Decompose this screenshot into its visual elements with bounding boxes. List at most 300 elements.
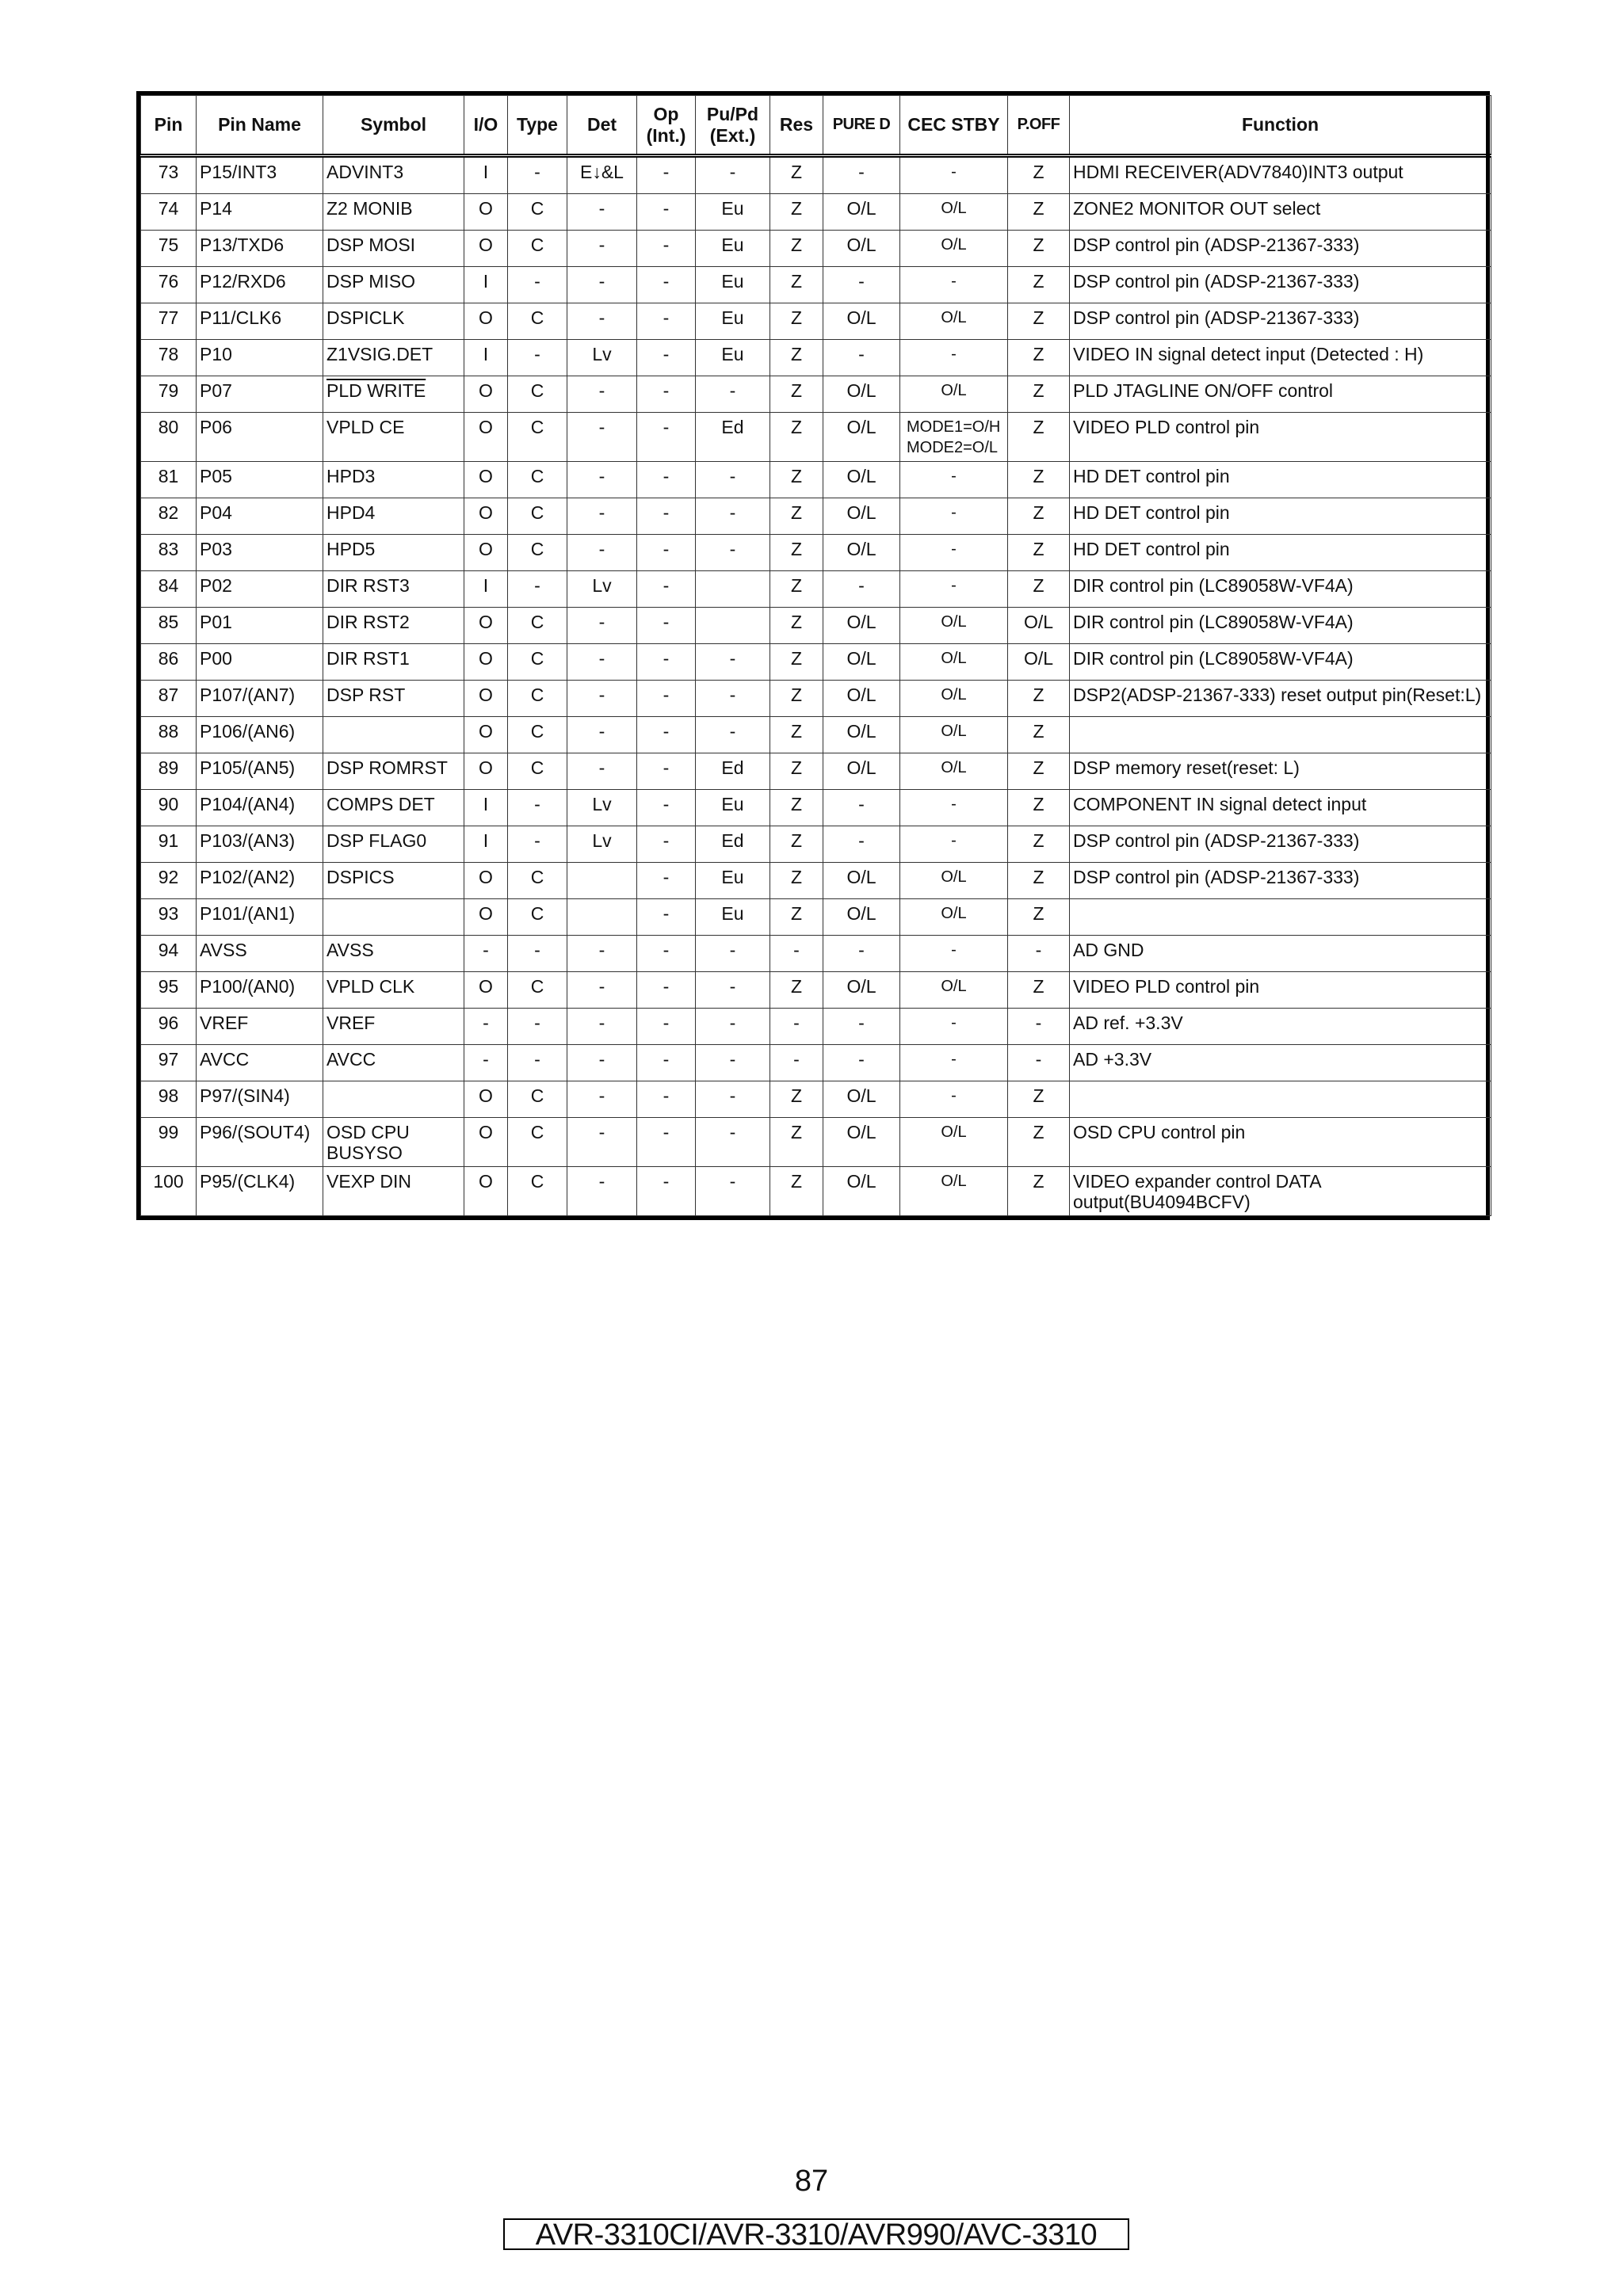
cell-function: VIDEO expander control DATA output(BU4094BCFV) — [1070, 1167, 1491, 1216]
cell-cec-stby: - — [900, 535, 1008, 571]
table-row — [141, 1009, 1491, 1045]
cell-cec-stby: O/L — [900, 1118, 1008, 1167]
table-header-row — [141, 96, 1491, 156]
cell-res: Z — [770, 535, 823, 571]
cell-pupd: Ed — [696, 826, 770, 863]
cell-pin: 82 — [141, 498, 197, 535]
cell-cec-stby: - — [900, 340, 1008, 376]
cell-det: - — [567, 413, 637, 462]
cell-io: O — [464, 899, 508, 936]
cell-type: C — [508, 972, 567, 1009]
cell-det — [567, 899, 637, 936]
table-row — [141, 1045, 1491, 1081]
cell-det: - — [567, 608, 637, 644]
cell-cec-stby: O/L — [900, 681, 1008, 717]
cell-op: - — [637, 194, 696, 231]
cell-pin: 93 — [141, 899, 197, 936]
cell-power-off: Z — [1008, 156, 1070, 194]
cell-pin-name: P05 — [197, 462, 323, 498]
cell-function: DIR control pin (LC89058W-VF4A) — [1070, 571, 1491, 608]
cell-res: - — [770, 1045, 823, 1081]
table-body — [141, 156, 1491, 1216]
cell-io: O — [464, 303, 508, 340]
cell-function: DSP control pin (ADSP-21367-333) — [1070, 303, 1491, 340]
cell-res: Z — [770, 413, 823, 462]
cell-io: O — [464, 498, 508, 535]
cell-det: - — [567, 231, 637, 267]
cell-pin-name: P106/(AN6) — [197, 717, 323, 753]
cell-res: Z — [770, 863, 823, 899]
cell-res: Z — [770, 267, 823, 303]
table-row — [141, 303, 1491, 340]
cell-cec-stby: O/L — [900, 376, 1008, 413]
cell-symbol: VPLD CLK — [323, 972, 464, 1009]
cell-power-off: Z — [1008, 267, 1070, 303]
cell-function: HD DET control pin — [1070, 535, 1491, 571]
cell-type: C — [508, 1118, 567, 1167]
cell-power-off: Z — [1008, 340, 1070, 376]
cell-pupd: - — [696, 1009, 770, 1045]
cell-io: O — [464, 231, 508, 267]
cell-symbol: HPD5 — [323, 535, 464, 571]
cell-pupd: Eu — [696, 303, 770, 340]
cell-res: Z — [770, 1167, 823, 1216]
cell-symbol: OSD CPU BUSYSO — [323, 1118, 464, 1167]
cell-pupd — [696, 571, 770, 608]
cell-type: C — [508, 498, 567, 535]
cell-op: - — [637, 681, 696, 717]
cell-pure-d: - — [823, 1045, 900, 1081]
cell-symbol: DSPICLK — [323, 303, 464, 340]
cell-power-off: - — [1008, 936, 1070, 972]
cell-op: - — [637, 899, 696, 936]
cell-cec-stby: O/L — [900, 608, 1008, 644]
cell-function: VIDEO PLD control pin — [1070, 972, 1491, 1009]
cell-op: - — [637, 972, 696, 1009]
cell-function: PLD JTAGLINE ON/OFF control — [1070, 376, 1491, 413]
cell-pin: 94 — [141, 936, 197, 972]
cell-pin: 88 — [141, 717, 197, 753]
cell-pin-name: P07 — [197, 376, 323, 413]
cell-pin-name: AVSS — [197, 936, 323, 972]
cell-pupd: Eu — [696, 231, 770, 267]
cell-io: I — [464, 790, 508, 826]
cell-pin: 74 — [141, 194, 197, 231]
cell-res: Z — [770, 1081, 823, 1118]
cell-function: AD +3.3V — [1070, 1045, 1491, 1081]
cell-function: AD ref. +3.3V — [1070, 1009, 1491, 1045]
cell-op: - — [637, 1118, 696, 1167]
cell-type: C — [508, 376, 567, 413]
cell-power-off: Z — [1008, 717, 1070, 753]
header-det: Det — [567, 96, 637, 156]
cell-power-off: Z — [1008, 790, 1070, 826]
cell-power-off: Z — [1008, 1118, 1070, 1167]
header-op: Op (Int.) — [637, 96, 696, 156]
cell-det: - — [567, 194, 637, 231]
cell-pin-name: P14 — [197, 194, 323, 231]
cell-res: Z — [770, 644, 823, 681]
cell-symbol: HPD3 — [323, 462, 464, 498]
cell-type: - — [508, 1009, 567, 1045]
cell-pin: 77 — [141, 303, 197, 340]
cell-power-off: Z — [1008, 681, 1070, 717]
cell-res: Z — [770, 462, 823, 498]
table-row — [141, 826, 1491, 863]
cell-op: - — [637, 535, 696, 571]
cell-type: - — [508, 267, 567, 303]
cell-pin: 86 — [141, 644, 197, 681]
cell-power-off: Z — [1008, 194, 1070, 231]
cell-cec-stby: O/L — [900, 1167, 1008, 1216]
cell-power-off: Z — [1008, 498, 1070, 535]
cell-function: VIDEO PLD control pin — [1070, 413, 1491, 462]
header-cec-stby: CEC STBY — [900, 96, 1008, 156]
cell-io: O — [464, 753, 508, 790]
cell-type: C — [508, 717, 567, 753]
cell-symbol: COMPS DET — [323, 790, 464, 826]
table-row — [141, 936, 1491, 972]
pin-function-table — [140, 95, 1491, 1216]
cell-symbol: AVSS — [323, 936, 464, 972]
cell-pin: 87 — [141, 681, 197, 717]
cell-symbol: ADVINT3 — [323, 156, 464, 194]
cell-type: C — [508, 608, 567, 644]
cell-res: Z — [770, 194, 823, 231]
cell-type: C — [508, 863, 567, 899]
cell-cec-stby: O/L — [900, 717, 1008, 753]
cell-cec-stby: - — [900, 1009, 1008, 1045]
cell-function: DSP control pin (ADSP-21367-333) — [1070, 267, 1491, 303]
table-row — [141, 462, 1491, 498]
header-symbol: Symbol — [323, 96, 464, 156]
cell-pin-name: P03 — [197, 535, 323, 571]
cell-res: Z — [770, 1118, 823, 1167]
cell-det: - — [567, 498, 637, 535]
pin-table-frame — [136, 91, 1490, 1220]
cell-det: - — [567, 1118, 637, 1167]
table-row — [141, 899, 1491, 936]
cell-pin: 98 — [141, 1081, 197, 1118]
cell-det: - — [567, 1081, 637, 1118]
table-row — [141, 790, 1491, 826]
cell-op: - — [637, 717, 696, 753]
cell-symbol: DSP MISO — [323, 267, 464, 303]
cell-pin: 81 — [141, 462, 197, 498]
cell-power-off: Z — [1008, 376, 1070, 413]
cell-cec-stby: - — [900, 826, 1008, 863]
cell-op: - — [637, 1167, 696, 1216]
cell-det: - — [567, 462, 637, 498]
cell-op: - — [637, 863, 696, 899]
cell-cec-stby: O/L — [900, 231, 1008, 267]
cell-function: OSD CPU control pin — [1070, 1118, 1491, 1167]
cell-type: C — [508, 753, 567, 790]
table-row — [141, 194, 1491, 231]
cell-det: Lv — [567, 790, 637, 826]
model-name-box: AVR-3310CI/AVR-3310/AVR990/AVC-3310 — [503, 2218, 1129, 2250]
cell-cec-stby: O/L — [900, 863, 1008, 899]
cell-pure-d: - — [823, 1009, 900, 1045]
cell-pin: 79 — [141, 376, 197, 413]
cell-power-off: - — [1008, 1045, 1070, 1081]
table-row — [141, 644, 1491, 681]
cell-det: - — [567, 303, 637, 340]
table-row — [141, 1081, 1491, 1118]
cell-symbol: DSP MOSI — [323, 231, 464, 267]
table-row — [141, 156, 1491, 194]
cell-res: Z — [770, 376, 823, 413]
table-row — [141, 498, 1491, 535]
cell-pupd: - — [696, 498, 770, 535]
cell-pin-name: P96/(SOUT4) — [197, 1118, 323, 1167]
cell-pupd: - — [696, 535, 770, 571]
cell-pin-name: P06 — [197, 413, 323, 462]
cell-pure-d: O/L — [823, 1167, 900, 1216]
cell-pure-d: - — [823, 340, 900, 376]
cell-function — [1070, 899, 1491, 936]
cell-type: - — [508, 826, 567, 863]
cell-cec-stby: - — [900, 498, 1008, 535]
cell-det: - — [567, 535, 637, 571]
cell-pin: 76 — [141, 267, 197, 303]
cell-op: - — [637, 498, 696, 535]
cell-symbol: DIR RST3 — [323, 571, 464, 608]
cell-pupd: Ed — [696, 753, 770, 790]
cell-op: - — [637, 1009, 696, 1045]
page-number: 87 — [794, 2164, 829, 2198]
cell-pupd: - — [696, 717, 770, 753]
cell-pin-name: P105/(AN5) — [197, 753, 323, 790]
table-row — [141, 571, 1491, 608]
cell-symbol: DSPICS — [323, 863, 464, 899]
cell-pure-d: O/L — [823, 462, 900, 498]
cell-pupd: - — [696, 936, 770, 972]
cell-op: - — [637, 303, 696, 340]
cell-cec-stby: O/L — [900, 644, 1008, 681]
cell-io: O — [464, 681, 508, 717]
cell-io: I — [464, 340, 508, 376]
cell-io: O — [464, 462, 508, 498]
cell-pure-d: - — [823, 571, 900, 608]
cell-res: Z — [770, 303, 823, 340]
header-pin-name: Pin Name — [197, 96, 323, 156]
cell-pin-name: AVCC — [197, 1045, 323, 1081]
table-row — [141, 413, 1491, 462]
table-row — [141, 1118, 1491, 1167]
cell-cec-stby: - — [900, 156, 1008, 194]
cell-pin-name: VREF — [197, 1009, 323, 1045]
cell-op: - — [637, 231, 696, 267]
cell-pin: 75 — [141, 231, 197, 267]
cell-io: I — [464, 267, 508, 303]
cell-type: - — [508, 156, 567, 194]
cell-pupd: Eu — [696, 340, 770, 376]
cell-io: O — [464, 644, 508, 681]
cell-pin-name: P107/(AN7) — [197, 681, 323, 717]
cell-res: Z — [770, 899, 823, 936]
cell-function: DSP control pin (ADSP-21367-333) — [1070, 863, 1491, 899]
cell-type: C — [508, 194, 567, 231]
cell-pupd: - — [696, 1118, 770, 1167]
cell-det: - — [567, 1045, 637, 1081]
cell-pupd — [696, 608, 770, 644]
cell-pin-name: P00 — [197, 644, 323, 681]
cell-res: Z — [770, 681, 823, 717]
cell-power-off: O/L — [1008, 644, 1070, 681]
cell-det: - — [567, 644, 637, 681]
cell-pin-name: P104/(AN4) — [197, 790, 323, 826]
cell-res: Z — [770, 717, 823, 753]
cell-function — [1070, 1081, 1491, 1118]
cell-symbol: Z1VSIG.DET — [323, 340, 464, 376]
cell-io: O — [464, 535, 508, 571]
cell-pupd: - — [696, 681, 770, 717]
cell-pupd: Eu — [696, 194, 770, 231]
cell-type: - — [508, 936, 567, 972]
cell-det: - — [567, 753, 637, 790]
cell-type: C — [508, 462, 567, 498]
cell-pin: 91 — [141, 826, 197, 863]
cell-power-off: Z — [1008, 972, 1070, 1009]
cell-res: - — [770, 1009, 823, 1045]
header-type: Type — [508, 96, 567, 156]
cell-res: Z — [770, 571, 823, 608]
cell-symbol: PLD WRITE — [323, 376, 464, 413]
cell-cec-stby: - — [900, 462, 1008, 498]
cell-res: Z — [770, 156, 823, 194]
cell-pin: 97 — [141, 1045, 197, 1081]
cell-symbol: DSP ROMRST — [323, 753, 464, 790]
table-row — [141, 340, 1491, 376]
cell-type: C — [508, 413, 567, 462]
cell-power-off: Z — [1008, 462, 1070, 498]
cell-power-off: Z — [1008, 863, 1070, 899]
cell-power-off: Z — [1008, 826, 1070, 863]
cell-pin-name: P15/INT3 — [197, 156, 323, 194]
cell-cec-stby: - — [900, 936, 1008, 972]
cell-function: DSP control pin (ADSP-21367-333) — [1070, 826, 1491, 863]
cell-type: C — [508, 644, 567, 681]
cell-power-off: Z — [1008, 231, 1070, 267]
cell-pupd: - — [696, 1167, 770, 1216]
cell-pin-name: P101/(AN1) — [197, 899, 323, 936]
cell-op: - — [637, 1045, 696, 1081]
cell-pin-name: P103/(AN3) — [197, 826, 323, 863]
cell-type: C — [508, 535, 567, 571]
cell-type: C — [508, 899, 567, 936]
cell-pure-d: O/L — [823, 194, 900, 231]
cell-symbol: DIR RST1 — [323, 644, 464, 681]
cell-io: I — [464, 571, 508, 608]
cell-pure-d: O/L — [823, 644, 900, 681]
cell-type: - — [508, 571, 567, 608]
cell-cec-stby: O/L — [900, 753, 1008, 790]
cell-op: - — [637, 644, 696, 681]
cell-power-off: Z — [1008, 1081, 1070, 1118]
cell-pin: 85 — [141, 608, 197, 644]
cell-symbol — [323, 1081, 464, 1118]
cell-det: - — [567, 1167, 637, 1216]
cell-io: O — [464, 717, 508, 753]
cell-io: O — [464, 972, 508, 1009]
cell-pure-d: O/L — [823, 608, 900, 644]
cell-io: O — [464, 1118, 508, 1167]
cell-cec-stby: O/L — [900, 972, 1008, 1009]
cell-function: DSP control pin (ADSP-21367-333) — [1070, 231, 1491, 267]
cell-io: O — [464, 863, 508, 899]
cell-symbol — [323, 717, 464, 753]
cell-op: - — [637, 413, 696, 462]
cell-type: - — [508, 1045, 567, 1081]
cell-function: AD GND — [1070, 936, 1491, 972]
cell-pure-d: - — [823, 936, 900, 972]
cell-pupd: - — [696, 972, 770, 1009]
cell-res: Z — [770, 340, 823, 376]
cell-pin: 95 — [141, 972, 197, 1009]
cell-io: - — [464, 936, 508, 972]
cell-op: - — [637, 267, 696, 303]
cell-pupd: - — [696, 462, 770, 498]
cell-cec-stby: - — [900, 267, 1008, 303]
cell-cec-stby: - — [900, 1081, 1008, 1118]
table-row — [141, 608, 1491, 644]
cell-det — [567, 863, 637, 899]
cell-cec-stby: O/L — [900, 899, 1008, 936]
cell-cec-stby: O/L — [900, 194, 1008, 231]
cell-pin: 96 — [141, 1009, 197, 1045]
cell-cec-stby: - — [900, 571, 1008, 608]
cell-pure-d: O/L — [823, 231, 900, 267]
table-row — [141, 231, 1491, 267]
table-row — [141, 376, 1491, 413]
cell-io: - — [464, 1045, 508, 1081]
cell-op: - — [637, 571, 696, 608]
cell-power-off: Z — [1008, 413, 1070, 462]
cell-op: - — [637, 608, 696, 644]
cell-symbol: AVCC — [323, 1045, 464, 1081]
cell-cec-stby: - — [900, 790, 1008, 826]
cell-pure-d: O/L — [823, 899, 900, 936]
header-power-off: P.OFF — [1008, 96, 1070, 156]
cell-function: HDMI RECEIVER(ADV7840)INT3 output — [1070, 156, 1491, 194]
cell-pupd: - — [696, 644, 770, 681]
header-pure-d: PURE D — [823, 96, 900, 156]
cell-pure-d: O/L — [823, 303, 900, 340]
cell-pupd: Eu — [696, 899, 770, 936]
cell-pin: 84 — [141, 571, 197, 608]
cell-pin: 92 — [141, 863, 197, 899]
cell-function: DSP2(ADSP-21367-333) reset output pin(Reset:L) — [1070, 681, 1491, 717]
cell-det: - — [567, 936, 637, 972]
cell-io: I — [464, 156, 508, 194]
cell-cec-stby: MODE1=O/H MODE2=O/L — [900, 413, 1008, 462]
cell-power-off: Z — [1008, 899, 1070, 936]
cell-pure-d: O/L — [823, 863, 900, 899]
cell-pin-name: P97/(SIN4) — [197, 1081, 323, 1118]
cell-det: - — [567, 267, 637, 303]
table-row — [141, 267, 1491, 303]
cell-io: O — [464, 608, 508, 644]
cell-pin: 99 — [141, 1118, 197, 1167]
cell-io: - — [464, 1009, 508, 1045]
cell-power-off: Z — [1008, 303, 1070, 340]
cell-pure-d: - — [823, 267, 900, 303]
table-row — [141, 717, 1491, 753]
table-row — [141, 535, 1491, 571]
cell-pure-d: O/L — [823, 413, 900, 462]
cell-pin: 80 — [141, 413, 197, 462]
